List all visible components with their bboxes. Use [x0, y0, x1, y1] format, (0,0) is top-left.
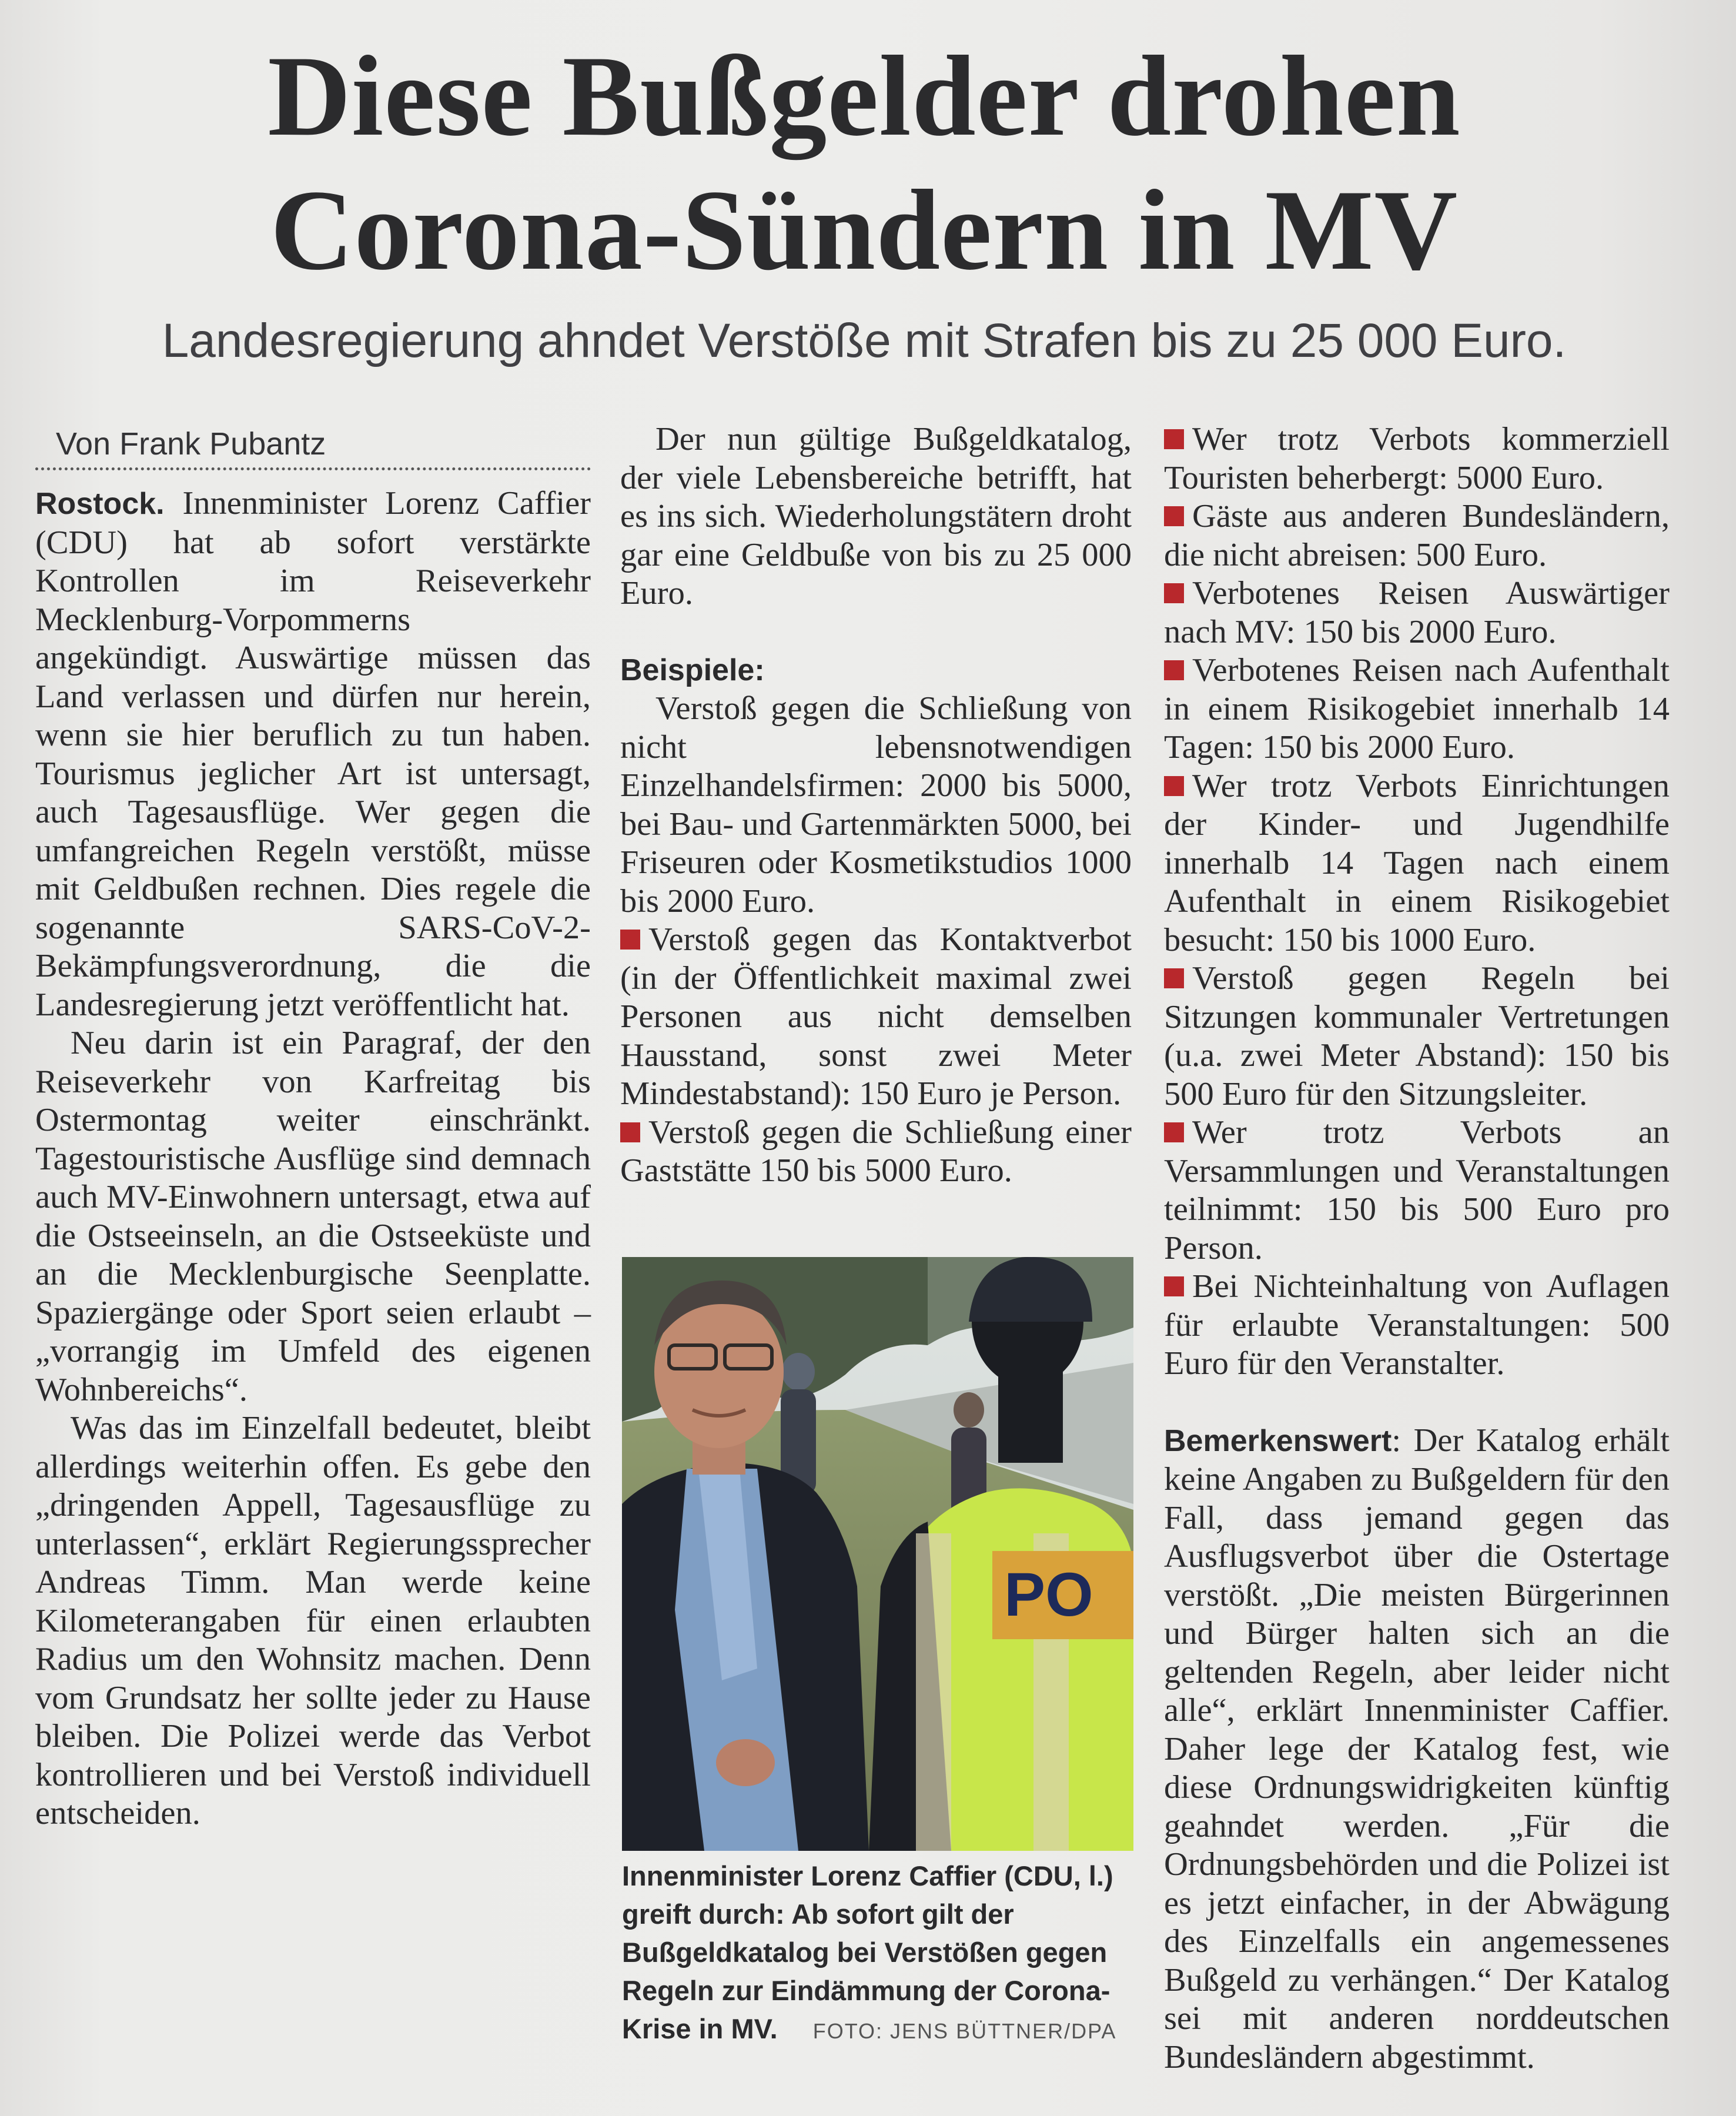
bullet-square-icon — [1164, 429, 1184, 449]
remark-label: Bemerkenswert — [1164, 1423, 1392, 1458]
paragraph-text: Innenminister Lorenz Caffier (CDU) hat ab sofort verstärkte Kontrollen im Reiseverkehr Mecklenburg-Vorpommerns angekündigt. Auswärtige müssen das Land verlassen und dürfen nur herein, wenn sie hier beruflich zu tun haben. Tourismus jeglicher Art ist untersagt, auch Tagesausflüge. Wer gegen die umfangreichen Regeln verstößt, müsse mit Geldbußen rechnen. Dies regele die sogenannte SARS-CoV-2-Bekämpfungsverordnung, die die Landesregierung jetzt veröffentlicht hat. — [35, 485, 591, 1023]
fine-item — [1164, 1114, 1670, 1268]
fine-item-text: Verstoß gegen die Schließung einer Gaststätte 150 bis 5000 Euro. — [620, 1114, 1132, 1189]
fine-item — [1164, 420, 1670, 497]
fine-item — [620, 921, 1132, 1114]
article-column-3 — [1164, 420, 1670, 2077]
photo-credit: FOTO: JENS BÜTTNER/DPA — [812, 2019, 1117, 2043]
bullet-square-icon — [1164, 506, 1184, 526]
dateline: Rostock. — [35, 487, 165, 521]
fine-item — [1164, 651, 1670, 767]
headline — [71, 29, 1658, 297]
subheadline: Landesregierung ahndet Verstöße mit Strafen bis zu 25 000 Euro. — [162, 314, 1567, 367]
fine-item-text: Bei Nichteinhaltung von Auflagen für erlaubte Veranstaltungen: 500 Euro für den Veranstalter. — [1164, 1268, 1670, 1382]
fine-item-text: Gäste aus anderen Bundesländern, die nicht abreisen: 500 Euro. — [1164, 498, 1670, 573]
paragraph: Der nun gültige Bußgeldkatalog, der viele Lebensbereiche betrifft, hat es ins sich. Wiederholungstätern droht gar eine Geldbuße von bis zu 25 000 Euro. — [620, 421, 1132, 611]
article-column-1 — [35, 420, 591, 1833]
bullet-square-icon — [1164, 968, 1184, 988]
remark-paragraph — [1164, 1422, 1670, 2077]
photo-caption — [622, 1857, 1169, 2050]
caption-text: Innenminister Lorenz Caffier (CDU, l.) greift durch: Ab sofort gilt der Bußgeldkatalog bei Verstößen gegen Regeln zur Eindämmung der Corona-Krise in MV. — [622, 1860, 1113, 2044]
bullet-square-icon — [1164, 583, 1184, 603]
fine-item-text: Verstoß gegen das Kontaktverbot (in der Öffentlichkeit maximal zwei Personen aus nicht demselben Hausstand, sonst zwei Meter Mindestabstand): 150 Euro je Person. — [620, 921, 1132, 1112]
fine-item: Verstoß gegen die Schließung von nicht lebensnotwendigen Einzelhandelsfirmen: 2000 bis 5000, bei Bau- und Gartenmärkten 5000, bei Friseuren oder Kosmetikstudios 1000 bis 2000 Euro. — [620, 690, 1132, 920]
spacer — [620, 613, 1132, 651]
fine-item — [620, 1114, 1132, 1191]
fine-item-text: Verstoß gegen Regeln bei Sitzungen kommunaler Vertretungen (u.a. zwei Meter Abstand): 150 bis 500 Euro für den Sitzungsleiter. — [1164, 960, 1670, 1112]
bullet-square-icon — [1164, 660, 1184, 680]
fine-item — [1164, 767, 1670, 960]
fine-item-text: Verbotenes Reisen Auswärtiger nach MV: 150 bis 2000 Euro. — [1164, 575, 1670, 650]
paragraph: Was das im Einzelfall bedeutet, bleibt allerdings weiterhin offen. Es gebe den „dringenden Appell, Tagesausflüge zu unterlassen“, erklärt Regierungssprecher Andreas Timm. Man werde keine Kilometerangaben für einen erlaubten Radius um den Wohnsitz machen. Denn vom Grundsatz her sollte jeder zu Hause bleiben. Die Polizei werde das Verbot kontrollieren und bei Verstoß individuell entscheiden. — [35, 1410, 591, 1831]
fine-item-text: Verbotenes Reisen nach Aufenthalt in einem Risikogebiet innerhalb 14 Tagen: 150 bis 2000 Euro. — [1164, 652, 1670, 765]
fine-item — [1164, 960, 1670, 1114]
spacer — [1164, 1383, 1670, 1422]
fine-item — [1164, 497, 1670, 574]
bullet-square-icon — [1164, 1122, 1184, 1142]
paragraph: Neu darin ist ein Paragraf, der den Reiseverkehr von Karfreitag bis Ostermontag weiter einschränkt. Tagestouristische Ausflüge sind demnach auch MV-Einwohnern untersagt, etwa auf die Ostseeinseln, an die Ostseeküste und an die Mecklenburgische Seenplatte. Spaziergänge oder Sport seien erlaubt – „vorrangig im Umfeld des eigenen Wohnbereichs“. — [35, 1025, 591, 1408]
remark-text: : Der Katalog erhält keine Angaben zu Bußgeldern für den Fall, dass jemand gegen das Ausflugsverbot über die Ostertage verstößt. „Die meisten Bürgerinnen und Bürger halten sich an die geltenden Regeln, aber leider nicht alle“, erklärt Innenminister Caffier. Daher lege der Katalog fest, wie diese Ordnungswidrigkeiten künftig geahndet werden. „Für die Ordnungsbehörden und die Polizei ist es jetzt einfacher, in der Abwägung des Einzelfalls ein angemessenes Bußgeld zu verhängen.“ Der Katalog sei mit anderen norddeutschen Bundesländern abgestimmt. — [1164, 1422, 1670, 2075]
vest-lettering: PO — [1004, 1560, 1093, 1629]
fine-item-text: Wer trotz Verbots an Versammlungen und Veranstaltungen teilnimmt: 150 bis 500 Euro pro Person. — [1164, 1114, 1670, 1266]
paragraph — [35, 484, 591, 1024]
examples-heading: Beispiele: — [620, 653, 765, 687]
fine-item — [1164, 1268, 1670, 1383]
bullet-square-icon — [620, 930, 640, 950]
news-photo — [622, 1257, 1133, 1851]
photo-illustration — [622, 1257, 1133, 1851]
bullet-square-icon — [1164, 776, 1184, 796]
bullet-square-icon — [1164, 1276, 1184, 1296]
byline: Von Frank Pubantz — [35, 420, 591, 470]
fine-item-text: Wer trotz Verbots Einrichtungen der Kinder- und Jugendhilfe innerhalb 14 Tagen nach einem Aufenthalt in einem Risikogebiet besucht: 150 bis 1000 Euro. — [1164, 767, 1670, 958]
headline-line-1: Diese Bußgelder drohen — [267, 32, 1461, 160]
headline-line-2: Corona-Sündern in MV — [270, 166, 1459, 294]
fine-item-text: Wer trotz Verbots kommerziell Touristen beherbergt: 5000 Euro. — [1164, 421, 1670, 496]
fine-item — [1164, 574, 1670, 651]
bullet-square-icon — [620, 1122, 640, 1142]
article-column-2 — [620, 420, 1132, 1191]
